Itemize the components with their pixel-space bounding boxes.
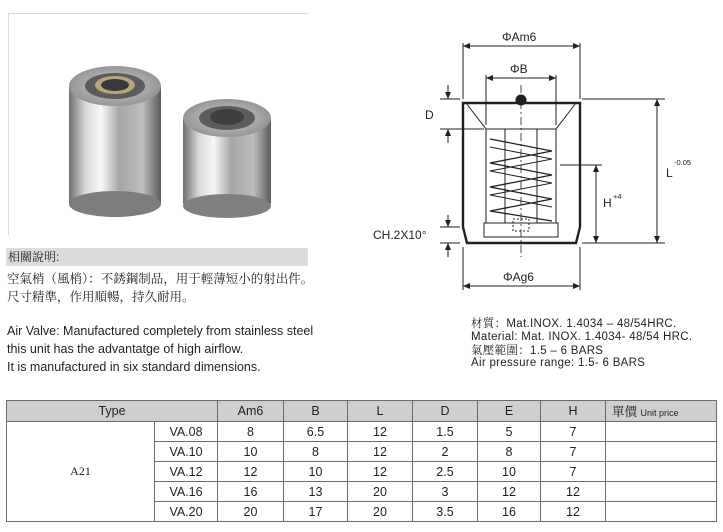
- price-cell: [606, 422, 717, 442]
- price-cell: [606, 442, 717, 462]
- h-cell: 12: [541, 482, 606, 502]
- pressure-en: Air pressure range: 1.5- 6 BARS: [471, 357, 646, 369]
- col-b: B: [284, 401, 348, 422]
- am6-cell: 12: [218, 462, 284, 482]
- l-cell: 20: [348, 482, 413, 502]
- description-zh-line1: 空氣梢（風梢）：不銹鋼制品，用于輕薄短小的射出件。: [7, 272, 314, 286]
- e-cell: 16: [478, 502, 541, 522]
- model-cell: VA.08: [155, 422, 218, 442]
- table-header-row: [7, 401, 717, 422]
- am6-cell: 20: [218, 502, 284, 522]
- b-cell: 6.5: [284, 422, 348, 442]
- dim-label-b: ΦB: [510, 62, 528, 76]
- material-zh: 材質：Mat.INOX. 1.4034 – 48/54HRC.: [471, 318, 677, 330]
- h-cell: 7: [541, 422, 606, 442]
- e-cell: 12: [478, 482, 541, 502]
- b-cell: 8: [284, 442, 348, 462]
- col-type: Type: [7, 401, 218, 422]
- e-cell: 5: [478, 422, 541, 442]
- col-h: H: [541, 401, 606, 422]
- l-cell: 12: [348, 462, 413, 482]
- col-am6: Am6: [218, 401, 284, 422]
- table-row: [7, 422, 717, 442]
- dim-label-chamfer: CH.2X10°: [373, 228, 427, 242]
- col-d: D: [413, 401, 478, 422]
- dim-label-am6: ΦAm6: [502, 30, 537, 44]
- b-cell: 10: [284, 462, 348, 482]
- spec-table: [6, 400, 717, 522]
- dim-label-d: D: [425, 108, 434, 122]
- col-unit-price: 單價 Unit price: [606, 401, 717, 422]
- dim-label-ag6: ΦAg6: [503, 270, 534, 284]
- technical-drawing: [360, 25, 710, 295]
- model-cell: VA.16: [155, 482, 218, 502]
- d-cell: 3: [413, 482, 478, 502]
- description-en-line3: It is manufactured in six standard dimensions.: [7, 360, 261, 374]
- valve-left: [69, 66, 161, 217]
- section-header: 相關說明:: [6, 248, 308, 266]
- description-en-line1: Air Valve: Manufactured completely from stainless steel: [7, 324, 314, 338]
- model-cell: VA.10: [155, 442, 218, 462]
- b-cell: 13: [284, 482, 348, 502]
- l-cell: 12: [348, 442, 413, 462]
- l-cell: 12: [348, 422, 413, 442]
- dim-label-h-tolerance: +4: [613, 192, 622, 201]
- series-cell: A21: [7, 422, 155, 522]
- d-cell: 2: [413, 442, 478, 462]
- am6-cell: 16: [218, 482, 284, 502]
- description-zh-line2: 尺寸精準，作用順暢，持久耐用。: [7, 290, 195, 304]
- col-e: E: [478, 401, 541, 422]
- dim-label-l: L: [666, 166, 673, 180]
- product-photo: [8, 13, 308, 235]
- h-cell: 12: [541, 502, 606, 522]
- e-cell: 10: [478, 462, 541, 482]
- model-cell: VA.20: [155, 502, 218, 522]
- d-cell: 1.5: [413, 422, 478, 442]
- price-cell: [606, 502, 717, 522]
- am6-cell: 10: [218, 442, 284, 462]
- description-en-line2: this unit has the advantatge of high airflow.: [7, 342, 244, 356]
- am6-cell: 8: [218, 422, 284, 442]
- price-cell: [606, 482, 717, 502]
- pressure-zh: 氣壓範圍：1.5 – 6 BARS: [471, 345, 604, 357]
- dim-label-h: H: [603, 196, 612, 210]
- valve-right: [183, 99, 271, 218]
- d-cell: 2.5: [413, 462, 478, 482]
- model-cell: VA.12: [155, 462, 218, 482]
- b-cell: 17: [284, 502, 348, 522]
- e-cell: 8: [478, 442, 541, 462]
- col-l: L: [348, 401, 413, 422]
- air-valve-photo: [9, 14, 309, 236]
- d-cell: 3.5: [413, 502, 478, 522]
- dim-label-l-tolerance: -0.05: [674, 158, 692, 167]
- material-en: Material: Mat. INOX. 1.4034- 48/54 HRC.: [471, 331, 693, 343]
- l-cell: 20: [348, 502, 413, 522]
- h-cell: 7: [541, 462, 606, 482]
- price-cell: [606, 462, 717, 482]
- h-cell: 7: [541, 442, 606, 462]
